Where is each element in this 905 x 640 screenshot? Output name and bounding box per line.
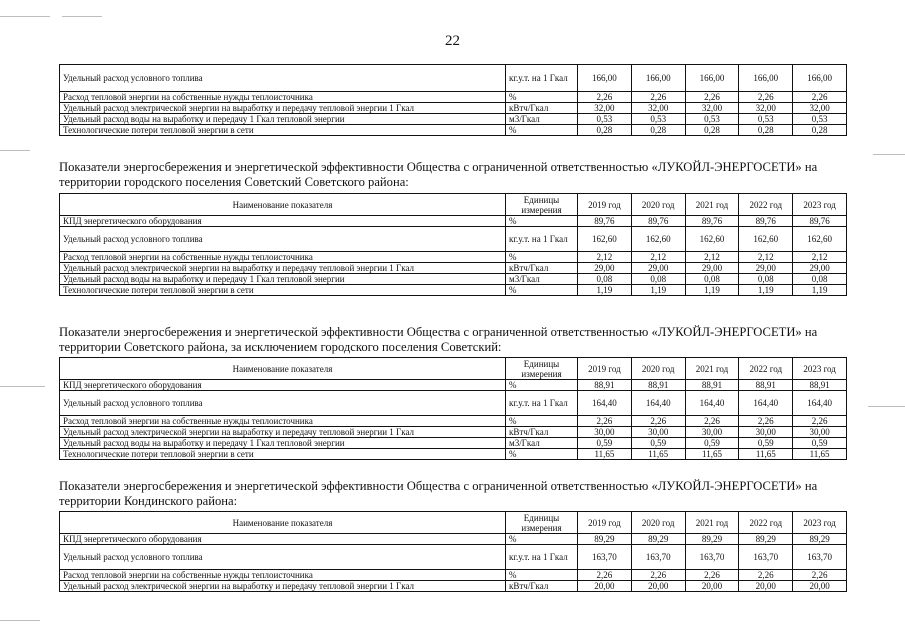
table-row — [60, 252, 847, 263]
value-cell: 162,60 — [631, 227, 685, 252]
column-header-year: 2019 год — [578, 358, 632, 380]
scan-artifact-line — [873, 154, 905, 155]
value-cell: 30,00 — [578, 427, 632, 438]
table-header — [60, 194, 847, 216]
value-cell: 89,29 — [578, 534, 632, 545]
indicator-unit: % — [506, 449, 578, 460]
indicator-unit: м3/Гкал — [506, 114, 578, 125]
column-header-year: 2023 год — [793, 194, 847, 216]
indicator-name: Удельный расход воды на выработку и передачу 1 Гкал тепловой энергии — [60, 274, 506, 285]
value-cell: 0,53 — [739, 114, 793, 125]
value-cell: 0,59 — [685, 438, 739, 449]
value-cell: 32,00 — [685, 103, 739, 114]
indicator-name: Удельный расход электрической энергии на выработку и передачу тепловой энергии 1 Гкал — [60, 263, 506, 274]
value-cell: 2,26 — [685, 92, 739, 103]
table-row — [60, 274, 847, 285]
table-row — [60, 545, 847, 570]
value-cell: 2,26 — [685, 570, 739, 581]
indicator-unit: % — [506, 416, 578, 427]
indicator-name: Расход тепловой энергии на собственные нужды теплоисточника — [60, 92, 506, 103]
scan-artifact-line — [0, 150, 30, 151]
indicator-unit: % — [506, 285, 578, 296]
value-cell: 2,12 — [793, 252, 847, 263]
indicator-unit: кВтч/Гкал — [506, 581, 578, 592]
value-cell: 2,26 — [739, 416, 793, 427]
indicator-name: Технологические потери тепловой энергии в сети — [60, 125, 506, 136]
table-row — [60, 114, 847, 125]
column-header-year: 2022 год — [739, 512, 793, 534]
indicator-name: КПД энергетического оборудования — [60, 534, 506, 545]
indicator-name: Удельный расход условного топлива — [60, 391, 506, 416]
value-cell: 32,00 — [631, 103, 685, 114]
indicator-name: Удельный расход условного топлива — [60, 227, 506, 252]
value-cell: 166,00 — [793, 65, 847, 92]
value-cell: 0,08 — [739, 274, 793, 285]
column-header-year: 2022 год — [739, 358, 793, 380]
indicator-unit: % — [506, 534, 578, 545]
value-cell: 0,59 — [631, 438, 685, 449]
table-row — [60, 391, 847, 416]
column-header-unit: Единицы измерения — [506, 512, 578, 534]
value-cell: 89,76 — [631, 216, 685, 227]
table-row — [60, 416, 847, 427]
value-cell: 2,26 — [739, 92, 793, 103]
value-cell: 0,59 — [739, 438, 793, 449]
value-cell: 2,26 — [793, 570, 847, 581]
value-cell: 2,26 — [631, 92, 685, 103]
value-cell: 2,26 — [631, 416, 685, 427]
value-cell: 89,29 — [631, 534, 685, 545]
indicator-unit: кг.у.т. на 1 Гкал — [506, 227, 578, 252]
column-header-year: 2022 год — [739, 194, 793, 216]
value-cell: 29,00 — [685, 263, 739, 274]
value-cell: 2,12 — [631, 252, 685, 263]
column-header-year: 2021 год — [685, 194, 739, 216]
column-header-year: 2023 год — [793, 358, 847, 380]
column-header-name: Наименование показателя — [60, 194, 506, 216]
scan-artifact-line — [868, 406, 905, 407]
value-cell: 0,53 — [578, 114, 632, 125]
column-header-name: Наименование показателя — [60, 512, 506, 534]
value-cell: 0,08 — [578, 274, 632, 285]
table-row — [60, 263, 847, 274]
indicator-unit: % — [506, 125, 578, 136]
value-cell: 88,91 — [739, 380, 793, 391]
table-row — [60, 570, 847, 581]
value-cell: 0,59 — [578, 438, 632, 449]
value-cell: 163,70 — [685, 545, 739, 570]
value-cell: 20,00 — [793, 581, 847, 592]
indicator-name: Расход тепловой энергии на собственные нужды теплоисточника — [60, 416, 506, 427]
value-cell: 89,29 — [793, 534, 847, 545]
value-cell: 164,40 — [685, 391, 739, 416]
value-cell: 163,70 — [793, 545, 847, 570]
indicator-name: Удельный расход электрической энергии на выработку и передачу тепловой энергии 1 Гкал — [60, 103, 506, 114]
column-header-year: 2020 год — [631, 358, 685, 380]
value-cell: 0,53 — [685, 114, 739, 125]
value-cell: 166,00 — [685, 65, 739, 92]
column-header-name: Наименование показателя — [60, 358, 506, 380]
value-cell: 89,29 — [685, 534, 739, 545]
header-row — [60, 358, 847, 380]
indicator-unit: % — [506, 216, 578, 227]
value-cell: 32,00 — [793, 103, 847, 114]
value-cell: 32,00 — [578, 103, 632, 114]
scan-artifact-line — [0, 16, 50, 17]
value-cell: 88,91 — [793, 380, 847, 391]
indicator-name: Расход тепловой энергии на собственные нужды теплоисточника — [60, 570, 506, 581]
value-cell: 11,65 — [793, 449, 847, 460]
value-cell: 1,19 — [739, 285, 793, 296]
section-title: Показатели энергосбережения и энергетической эффективности Общества с ограниченной ответственностью «ЛУКОЙЛ-ЭНЕРГОСЕТИ» на территории Советского района, за исключением городского поселения Советский: — [59, 325, 818, 354]
value-cell: 20,00 — [739, 581, 793, 592]
indicator-unit: кВтч/Гкал — [506, 103, 578, 114]
indicator-table — [59, 193, 847, 296]
value-cell: 163,70 — [578, 545, 632, 570]
table-row — [60, 103, 847, 114]
value-cell: 89,76 — [739, 216, 793, 227]
column-header-year: 2019 год — [578, 194, 632, 216]
table-row — [60, 227, 847, 252]
value-cell: 164,40 — [739, 391, 793, 416]
indicator-name: Технологические потери тепловой энергии в сети — [60, 285, 506, 296]
table-body — [60, 534, 847, 592]
value-cell: 0,28 — [578, 125, 632, 136]
column-header-year: 2021 год — [685, 512, 739, 534]
column-header-year: 2023 год — [793, 512, 847, 534]
table-header — [60, 512, 847, 534]
value-cell: 0,08 — [685, 274, 739, 285]
value-cell: 162,60 — [578, 227, 632, 252]
value-cell: 20,00 — [578, 581, 632, 592]
indicator-name: Удельный расход воды на выработку и передачу 1 Гкал тепловой энергии — [60, 438, 506, 449]
value-cell: 88,91 — [631, 380, 685, 391]
indicator-unit: кВтч/Гкал — [506, 263, 578, 274]
indicator-unit: % — [506, 92, 578, 103]
table-row — [60, 216, 847, 227]
indicator-unit: % — [506, 252, 578, 263]
indicator-unit: м3/Гкал — [506, 438, 578, 449]
value-cell: 164,40 — [578, 391, 632, 416]
value-cell: 89,76 — [793, 216, 847, 227]
value-cell: 29,00 — [739, 263, 793, 274]
table-row — [60, 438, 847, 449]
value-cell: 2,26 — [685, 416, 739, 427]
value-cell: 30,00 — [631, 427, 685, 438]
value-cell: 0,28 — [631, 125, 685, 136]
value-cell: 2,12 — [578, 252, 632, 263]
table-row — [60, 380, 847, 391]
value-cell: 11,65 — [739, 449, 793, 460]
value-cell: 0,28 — [793, 125, 847, 136]
value-cell: 0,08 — [793, 274, 847, 285]
value-cell: 2,26 — [793, 92, 847, 103]
scan-artifact-line — [62, 16, 102, 17]
table-row — [60, 125, 847, 136]
indicator-name: Удельный расход условного топлива — [60, 545, 506, 570]
value-cell: 163,70 — [739, 545, 793, 570]
value-cell: 11,65 — [685, 449, 739, 460]
value-cell: 89,76 — [685, 216, 739, 227]
value-cell: 162,60 — [739, 227, 793, 252]
indicator-name: Расход тепловой энергии на собственные нужды теплоисточника — [60, 252, 506, 263]
value-cell: 1,19 — [793, 285, 847, 296]
value-cell: 30,00 — [739, 427, 793, 438]
column-header-year: 2021 год — [685, 358, 739, 380]
indicator-name: Удельный расход воды на выработку и передачу 1 Гкал тепловой энергии — [60, 114, 506, 125]
value-cell: 163,70 — [631, 545, 685, 570]
table-row — [60, 65, 847, 92]
indicator-name: КПД энергетического оборудования — [60, 380, 506, 391]
section-title: Показатели энергосбережения и энергетической эффективности Общества с ограниченной ответственностью «ЛУКОЙЛ-ЭНЕРГОСЕТИ» на территории Кондинского района: — [59, 479, 818, 508]
value-cell: 20,00 — [631, 581, 685, 592]
value-cell: 1,19 — [685, 285, 739, 296]
indicator-unit: % — [506, 570, 578, 581]
indicator-unit: кг.у.т. на 1 Гкал — [506, 391, 578, 416]
value-cell: 30,00 — [685, 427, 739, 438]
indicator-unit: кг.у.т. на 1 Гкал — [506, 545, 578, 570]
value-cell: 20,00 — [685, 581, 739, 592]
value-cell: 29,00 — [793, 263, 847, 274]
value-cell: 164,40 — [631, 391, 685, 416]
value-cell: 0,08 — [631, 274, 685, 285]
indicator-unit: кг.у.т. на 1 Гкал — [506, 65, 578, 92]
indicator-table — [59, 357, 847, 460]
value-cell: 2,26 — [793, 416, 847, 427]
indicator-name: КПД энергетического оборудования — [60, 216, 506, 227]
page-number: 22 — [445, 33, 460, 49]
value-cell: 166,00 — [739, 65, 793, 92]
value-cell: 166,00 — [578, 65, 632, 92]
value-cell: 29,00 — [631, 263, 685, 274]
value-cell: 2,26 — [578, 570, 632, 581]
table-body — [60, 380, 847, 460]
table-row — [60, 427, 847, 438]
table-header — [60, 358, 847, 380]
value-cell: 11,65 — [578, 449, 632, 460]
indicator-unit: м3/Гкал — [506, 274, 578, 285]
column-header-year: 2019 год — [578, 512, 632, 534]
indicator-table — [59, 511, 847, 592]
value-cell: 2,26 — [739, 570, 793, 581]
table-row — [60, 92, 847, 103]
header-row — [60, 512, 847, 534]
indicator-name: Удельный расход условного топлива — [60, 65, 506, 92]
column-header-unit: Единицы измерения — [506, 358, 578, 380]
column-header-year: 2020 год — [631, 512, 685, 534]
value-cell: 29,00 — [578, 263, 632, 274]
value-cell: 1,19 — [631, 285, 685, 296]
indicator-unit: кВтч/Гкал — [506, 427, 578, 438]
table-body — [60, 65, 847, 136]
value-cell: 2,26 — [631, 570, 685, 581]
scan-artifact-line — [0, 386, 45, 387]
table-row — [60, 449, 847, 460]
value-cell: 88,91 — [578, 380, 632, 391]
value-cell: 89,29 — [739, 534, 793, 545]
value-cell: 0,53 — [631, 114, 685, 125]
value-cell: 1,19 — [578, 285, 632, 296]
value-cell: 0,28 — [685, 125, 739, 136]
value-cell: 32,00 — [739, 103, 793, 114]
value-cell: 30,00 — [793, 427, 847, 438]
scan-artifact-line — [0, 620, 40, 621]
indicator-name: Технологические потери тепловой энергии в сети — [60, 449, 506, 460]
value-cell: 2,12 — [685, 252, 739, 263]
value-cell: 2,26 — [578, 416, 632, 427]
value-cell: 0,28 — [739, 125, 793, 136]
column-header-year: 2020 год — [631, 194, 685, 216]
indicator-name: Удельный расход электрической энергии на выработку и передачу тепловой энергии 1 Гкал — [60, 427, 506, 438]
continued-indicator-table — [59, 64, 847, 136]
value-cell: 88,91 — [685, 380, 739, 391]
table-row — [60, 285, 847, 296]
value-cell: 11,65 — [631, 449, 685, 460]
value-cell: 164,40 — [793, 391, 847, 416]
table-body — [60, 216, 847, 296]
indicator-unit: % — [506, 380, 578, 391]
value-cell: 162,60 — [685, 227, 739, 252]
value-cell: 0,53 — [793, 114, 847, 125]
header-row — [60, 194, 847, 216]
column-header-unit: Единицы измерения — [506, 194, 578, 216]
table-row — [60, 581, 847, 592]
value-cell: 0,59 — [793, 438, 847, 449]
value-cell: 89,76 — [578, 216, 632, 227]
indicator-name: Удельный расход электрической энергии на выработку и передачу тепловой энергии 1 Гкал — [60, 581, 506, 592]
value-cell: 166,00 — [631, 65, 685, 92]
value-cell: 2,12 — [739, 252, 793, 263]
table-row — [60, 534, 847, 545]
value-cell: 2,26 — [578, 92, 632, 103]
section-title: Показатели энергосбережения и энергетической эффективности Общества с ограниченной ответственностью «ЛУКОЙЛ-ЭНЕРГОСЕТИ» на территории городского поселения Советский Советского района: — [59, 160, 818, 189]
value-cell: 162,60 — [793, 227, 847, 252]
